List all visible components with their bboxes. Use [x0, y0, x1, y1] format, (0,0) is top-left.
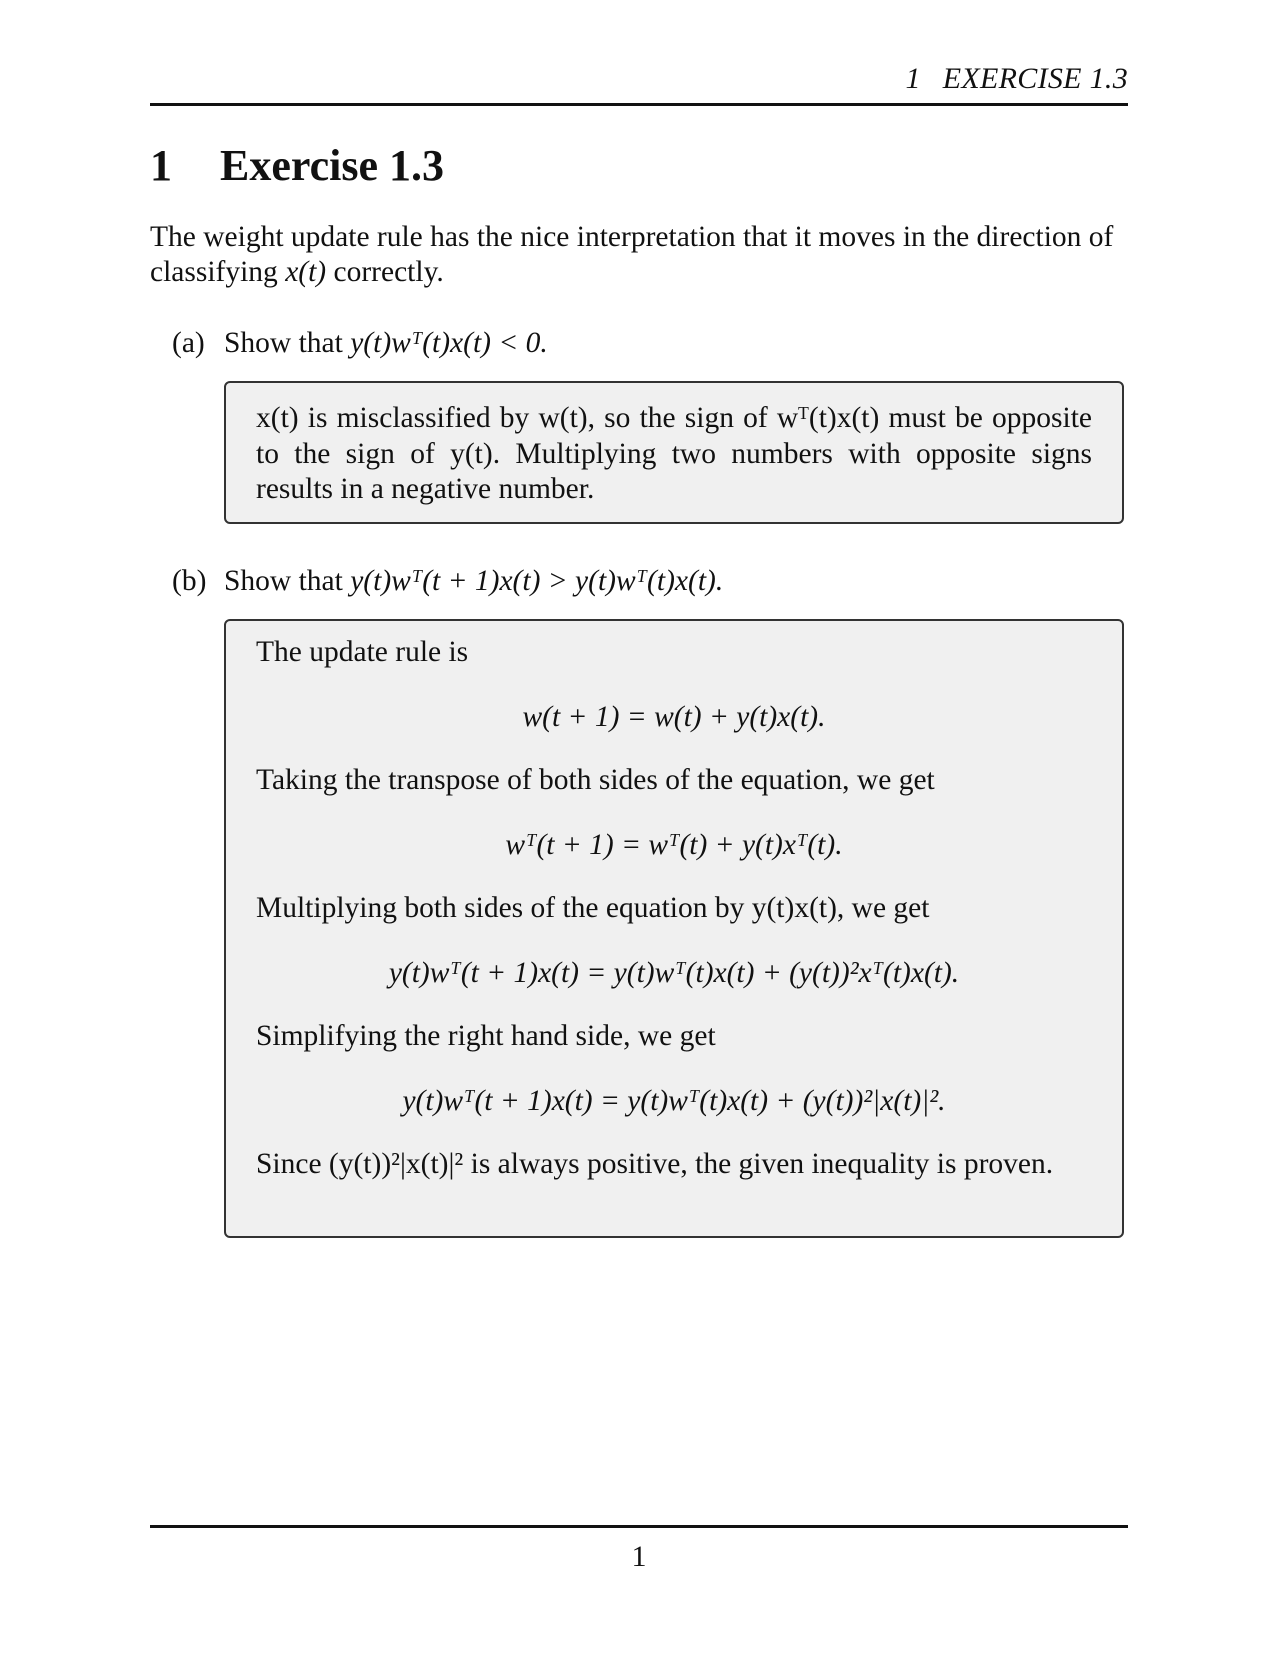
question-a: [172, 326, 548, 361]
equation-3: y(t)wᵀ(t + 1)x(t) = y(t)wᵀ(t)x(t) + (y(t))²xᵀ(t)x(t).: [388, 956, 960, 989]
running-header-title: EXERCISE 1.3: [942, 62, 1128, 95]
section-title: Exercise 1.3: [220, 141, 445, 190]
section-heading: [150, 140, 444, 191]
answer-a-text: x(t) is misclassified by w(t), so the sign of wᵀ(t)x(t) must be opposite to the sign of y(t). Multiplying two numbers with opposite signs results in a negative number.: [256, 402, 1092, 505]
equation-4: y(t)wᵀ(t + 1)x(t) = y(t)wᵀ(t)x(t) + (y(t))²|x(t)|².: [402, 1084, 946, 1117]
answer-box-a: [224, 381, 1124, 524]
question-b: [172, 564, 723, 599]
section-number: 1: [150, 141, 172, 190]
question-b-prompt: Show that: [224, 565, 343, 597]
intro-paragraph: [150, 220, 1128, 290]
running-header: [150, 62, 1128, 96]
running-header-number: 1: [905, 62, 921, 95]
question-a-label: (a): [172, 327, 205, 359]
equation-2: wᵀ(t + 1) = wᵀ(t) + y(t)xᵀ(t).: [505, 828, 843, 861]
intro-text-after: correctly.: [326, 256, 444, 288]
intro-math: x(t): [285, 256, 327, 288]
answer-b-paragraph-3: Multiplying both sides of the equation by y(t)x(t), we get: [256, 892, 930, 924]
answer-b-paragraph-2: Taking the transpose of both sides of the equation, we get: [256, 764, 935, 796]
answer-box-b: [224, 619, 1124, 1238]
answer-b-paragraph-5: Since (y(t))²|x(t)|² is always positive, the given inequality is proven.: [256, 1148, 1054, 1180]
footer-rule: [150, 1525, 1128, 1528]
equation-1: w(t + 1) = w(t) + y(t)x(t).: [522, 700, 826, 733]
question-b-math: y(t)wᵀ(t + 1)x(t) > y(t)wᵀ(t)x(t).: [350, 565, 724, 597]
intro-text-before: The weight update rule has the nice interpretation that it moves in the direction of classifying: [150, 221, 1114, 288]
question-a-prompt: Show that: [224, 327, 343, 359]
page-number: 1: [631, 1540, 647, 1573]
answer-b-paragraph-1: The update rule is: [256, 636, 469, 668]
header-rule: [150, 103, 1128, 106]
question-a-math: y(t)wᵀ(t)x(t) < 0.: [350, 327, 548, 359]
answer-b-paragraph-4: Simplifying the right hand side, we get: [256, 1020, 716, 1052]
question-b-label: (b): [172, 565, 207, 597]
